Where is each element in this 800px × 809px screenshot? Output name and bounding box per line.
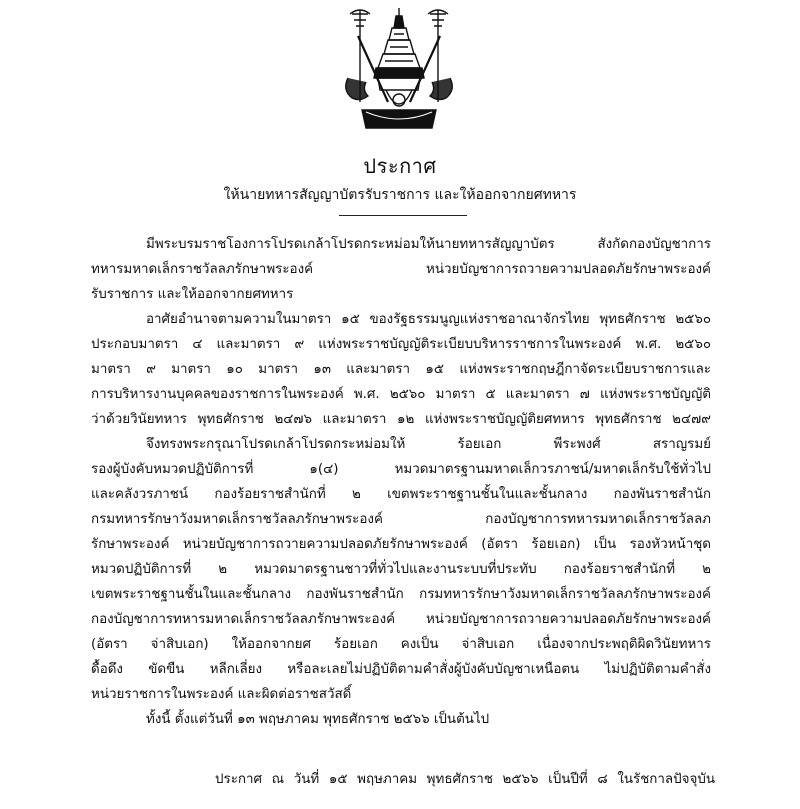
paragraph-1-line-1: มีพระบรมราชโองการโปรดเกล้าโปรดกระหม่อมให้นายทหารสัญญาบัตร สังกัดกองบัญชาการ xyxy=(146,237,711,252)
paragraph-3-line-10: ดื้อดึง ขัดขืน หลีกเลี่ยง หรือละเลยไม่ปฏิบัติตามคำสั่งผู้บังคับบัญชาเหนือตน ไม่ปฏิบัติตามคำสั่ง xyxy=(91,662,711,677)
paragraph-1-line-2: ทหารมหาดเล็กราชวัลลภรักษาพระองค์ หน่วยบัญชาการถวายความปลอดภัยรักษาพระองค์ xyxy=(91,262,711,277)
paragraph-2-line-3: มาตรา ๙ มาตรา ๑๐ มาตรา ๑๓ และมาตรา ๑๕ แห่งพระราชกฤษฎีกาจัดระเบียบราชการและ xyxy=(91,362,711,377)
paragraph-3-line-6: หมวดปฏิบัติการที่ ๒ หมวดมาตรฐานชาวที่ทั่วไปและงานระบบที่ประทับ กองร้อยราชสำนักที่ ๒ xyxy=(91,562,711,577)
proclamation-date: ประกาศ ณ วันที่ ๑๕ พฤษภาคม พุทธศักราช ๒๕๖๖ เป็นปีที่ ๘ ในรัชกาลปัจจุบัน xyxy=(215,772,715,787)
paragraph-2-line-2: ประกอบมาตรา ๔ และมาตรา ๙ แห่งพระราชบัญญัติระเบียบบริหารราชการในพระองค์ พ.ศ. ๒๕๖๐ xyxy=(91,337,711,352)
document-title: ประกาศ xyxy=(363,154,437,178)
title-divider xyxy=(339,215,467,216)
document-body xyxy=(91,232,711,732)
paragraph-1-line-3: รับราชการ และให้ออกจากยศทหาร xyxy=(91,287,294,302)
paragraph-2-line-5: ว่าด้วยวินัยทหาร พุทธศักราช ๒๔๗๖ และมาตรา ๑๒ แห่งพระราชบัญญัติยศทหาร พุทธศักราช ๒๔๗๙ xyxy=(91,412,711,427)
paragraph-3-line-7: เขตพระราชฐานชั้นในและชั้นกลาง กองพันราชสำนัก กรมทหารรักษาวังมหาดเล็กราชวัลลภรักษาพระองค์ xyxy=(91,587,711,602)
paragraph-3-line-2: รองผู้บังคับหมวดปฏิบัติการที่ ๑(๔) หมวดมาตรฐานมหาดเล็กวรภาชน์/มหาดเล็กรับใช้ทั่วไป xyxy=(91,462,711,477)
paragraph-3-line-9: (อัตรา จ่าสิบเอก) ให้ออกจากยศ ร้อยเอก คงเป็น จ่าสิบเอก เนื่องจากประพฤติผิดวินัยทหาร xyxy=(91,637,711,652)
paragraph-3-line-1: จึงทรงพระกรุณาโปรดเกล้าโปรดกระหม่อมให้ ร้อยเอก พีระพงศ์ สราญรมย์ xyxy=(146,437,711,452)
document-subtitle: ให้นายทหารสัญญาบัตรรับราชการ และให้ออกจากยศทหาร xyxy=(223,187,577,203)
paragraph-3-line-3: และคลังวรภาชน์ กองร้อยราชสำนักที่ ๒ เขตพระราชฐานชั้นในและชั้นกลาง กองพันราชสำนัก xyxy=(91,487,711,502)
royal-emblem xyxy=(338,6,460,138)
royal-crown-emblem-icon xyxy=(338,6,460,138)
paragraph-4-line-1: ทั้งนี้ ตั้งแต่วันที่ ๑๓ พฤษภาคม พุทธศักราช ๒๕๖๖ เป็นต้นไป xyxy=(146,712,490,727)
paragraph-2-line-4: การบริหารงานบุคคลของราชการในพระองค์ พ.ศ. ๒๕๖๐ มาตรา ๕ และมาตรา ๗ แห่งพระราชบัญญัติ xyxy=(91,387,711,402)
paragraph-3-line-11: หน่วยราชการในพระองค์ และผิดต่อราชสวัสดิ์ xyxy=(91,687,352,702)
paragraph-3-line-4: กรมทหารรักษาวังมหาดเล็กราชวัลลภรักษาพระองค์ กองบัญชาการทหารมหาดเล็กราชวัลลภ xyxy=(91,512,711,527)
paragraph-2-line-1: อาศัยอำนาจตามความในมาตรา ๑๕ ของรัฐธรรมนูญแห่งราชอาณาจักรไทย พุทธศักราช ๒๕๖๐ xyxy=(146,312,711,327)
paragraph-3-line-8: กองบัญชาการทหารมหาดเล็กราชวัลลภรักษาพระองค์ หน่วยบัญชาการถวายความปลอดภัยรักษาพระองค์ xyxy=(91,612,711,627)
paragraph-3-line-5: รักษาพระองค์ หน่วยบัญชาการถวายความปลอดภัยรักษาพระองค์ (อัตรา ร้อยเอก) เป็น รองหัวหน้าชุด xyxy=(91,537,711,552)
